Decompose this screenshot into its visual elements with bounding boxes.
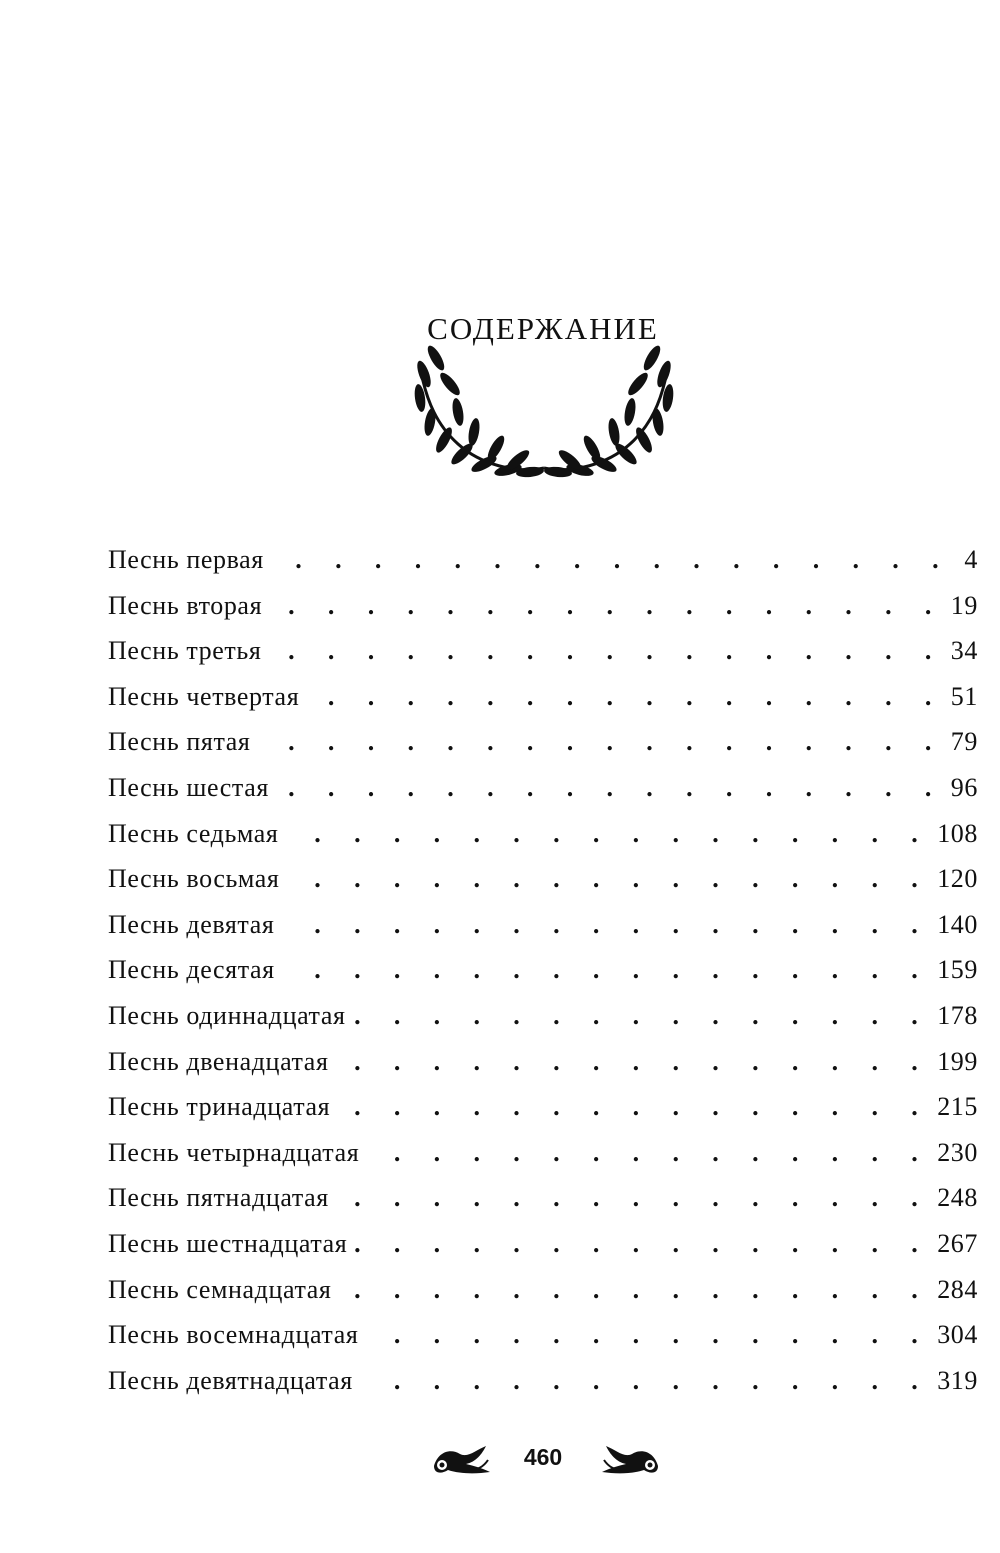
- toc-dot-leader: [354, 1001, 932, 1031]
- toc-entry-title: Песнь одиннадцатая: [108, 1000, 346, 1030]
- toc-entry-title: Песнь первая: [108, 545, 264, 574]
- toc-entry-page: 284: [937, 1274, 978, 1304]
- right-scroll-ornament-icon: [598, 1440, 662, 1476]
- toc-dot-leader: [272, 545, 952, 575]
- toc-entry-title: Песнь двенадцатая: [108, 1046, 329, 1076]
- toc-entry-title: Песнь пятнадцатая: [108, 1183, 329, 1213]
- toc-entry-title: Песнь восемнадцатая: [108, 1320, 359, 1350]
- toc-entry: [108, 1183, 978, 1229]
- toc-entry-page: 79: [950, 727, 978, 757]
- toc-entry-page: 304: [937, 1320, 978, 1350]
- toc-entry-title: Песнь семнадцатая: [108, 1274, 332, 1304]
- laurel-wreath-icon: [400, 336, 688, 484]
- toc-entry: [108, 1138, 978, 1184]
- toc-entry-page: 319: [937, 1365, 978, 1395]
- toc-dot-leader: [288, 864, 932, 894]
- toc-entry: [108, 864, 978, 910]
- toc-entry-page: 215: [937, 1092, 978, 1122]
- toc-entry: [108, 636, 978, 682]
- toc-dot-leader: [307, 682, 945, 712]
- toc-dot-leader: [283, 955, 932, 985]
- toc-dot-leader: [355, 1229, 931, 1259]
- page-footer: [0, 1440, 1000, 1480]
- toc-dot-leader: [269, 636, 944, 666]
- toc-entry: [108, 1320, 978, 1366]
- table-of-contents: [108, 545, 978, 1411]
- toc-dot-leader: [277, 773, 945, 803]
- toc-entry-title: Песнь тринадцатая: [108, 1092, 331, 1122]
- toc-entry-title: Песнь четырнадцатая: [108, 1137, 360, 1167]
- page-number: 460: [523, 1444, 563, 1470]
- toc-entry-page: 19: [950, 590, 978, 620]
- toc-entry: [108, 1275, 978, 1321]
- toc-dot-leader: [338, 1092, 931, 1122]
- toc-entry-title: Песнь восьмая: [108, 864, 280, 894]
- toc-entry-page: 230: [937, 1137, 978, 1167]
- toc-entry-page: 159: [937, 955, 978, 985]
- toc-entry-title: Песнь шестая: [108, 772, 269, 802]
- toc-entry: [108, 773, 978, 819]
- toc-entry-title: Песнь пятая: [108, 727, 251, 757]
- toc-entry-title: Песнь вторая: [108, 590, 263, 620]
- toc-entry: [108, 955, 978, 1001]
- toc-entry: [108, 545, 978, 591]
- toc-entry-title: Песнь девятнадцатая: [108, 1365, 353, 1395]
- page-title: СОДЕРЖАНИЕ: [427, 310, 659, 346]
- toc-entry: [108, 1092, 978, 1138]
- toc-dot-leader: [361, 1366, 931, 1396]
- toc-entry: [108, 819, 978, 865]
- toc-entry-page: 199: [937, 1046, 978, 1076]
- toc-entry-title: Песнь десятая: [108, 955, 275, 985]
- toc-entry-page: 178: [937, 1000, 978, 1030]
- toc-entry-page: 4: [964, 545, 978, 574]
- toc-dot-leader: [339, 1275, 931, 1305]
- toc-entry: [108, 1229, 978, 1275]
- toc-entry-page: 248: [937, 1183, 978, 1213]
- toc-entry-page: 267: [937, 1228, 978, 1258]
- toc-entry-title: Песнь третья: [108, 636, 262, 666]
- toc-entry-title: Песнь четвертая: [108, 681, 300, 711]
- toc-entry: [108, 682, 978, 728]
- toc-dot-leader: [337, 1047, 932, 1077]
- left-scroll-ornament-icon: [430, 1440, 494, 1476]
- toc-entry-title: Песнь девятая: [108, 909, 275, 939]
- toc-dot-leader: [270, 591, 945, 621]
- toc-entry: [108, 1047, 978, 1093]
- toc-entry: [108, 591, 978, 637]
- toc-entry-page: 120: [937, 864, 978, 894]
- toc-entry-title: Песнь седьмая: [108, 818, 279, 848]
- toc-entry: [108, 910, 978, 956]
- toc-dot-leader: [366, 1320, 931, 1350]
- toc-dot-leader: [258, 727, 944, 757]
- toc-dot-leader: [337, 1183, 931, 1213]
- toc-dot-leader: [282, 910, 931, 940]
- toc-entry-page: 108: [937, 818, 978, 848]
- toc-entry-page: 140: [937, 909, 978, 939]
- toc-entry: [108, 1001, 978, 1047]
- toc-entry-page: 51: [950, 681, 978, 711]
- toc-entry: [108, 1366, 978, 1412]
- toc-entry-page: 34: [950, 636, 978, 666]
- toc-entry-title: Песнь шестнадцатая: [108, 1228, 348, 1258]
- toc-entry-page: 96: [950, 772, 978, 802]
- toc-entry: [108, 727, 978, 773]
- toc-dot-leader: [287, 819, 932, 849]
- toc-dot-leader: [367, 1138, 931, 1168]
